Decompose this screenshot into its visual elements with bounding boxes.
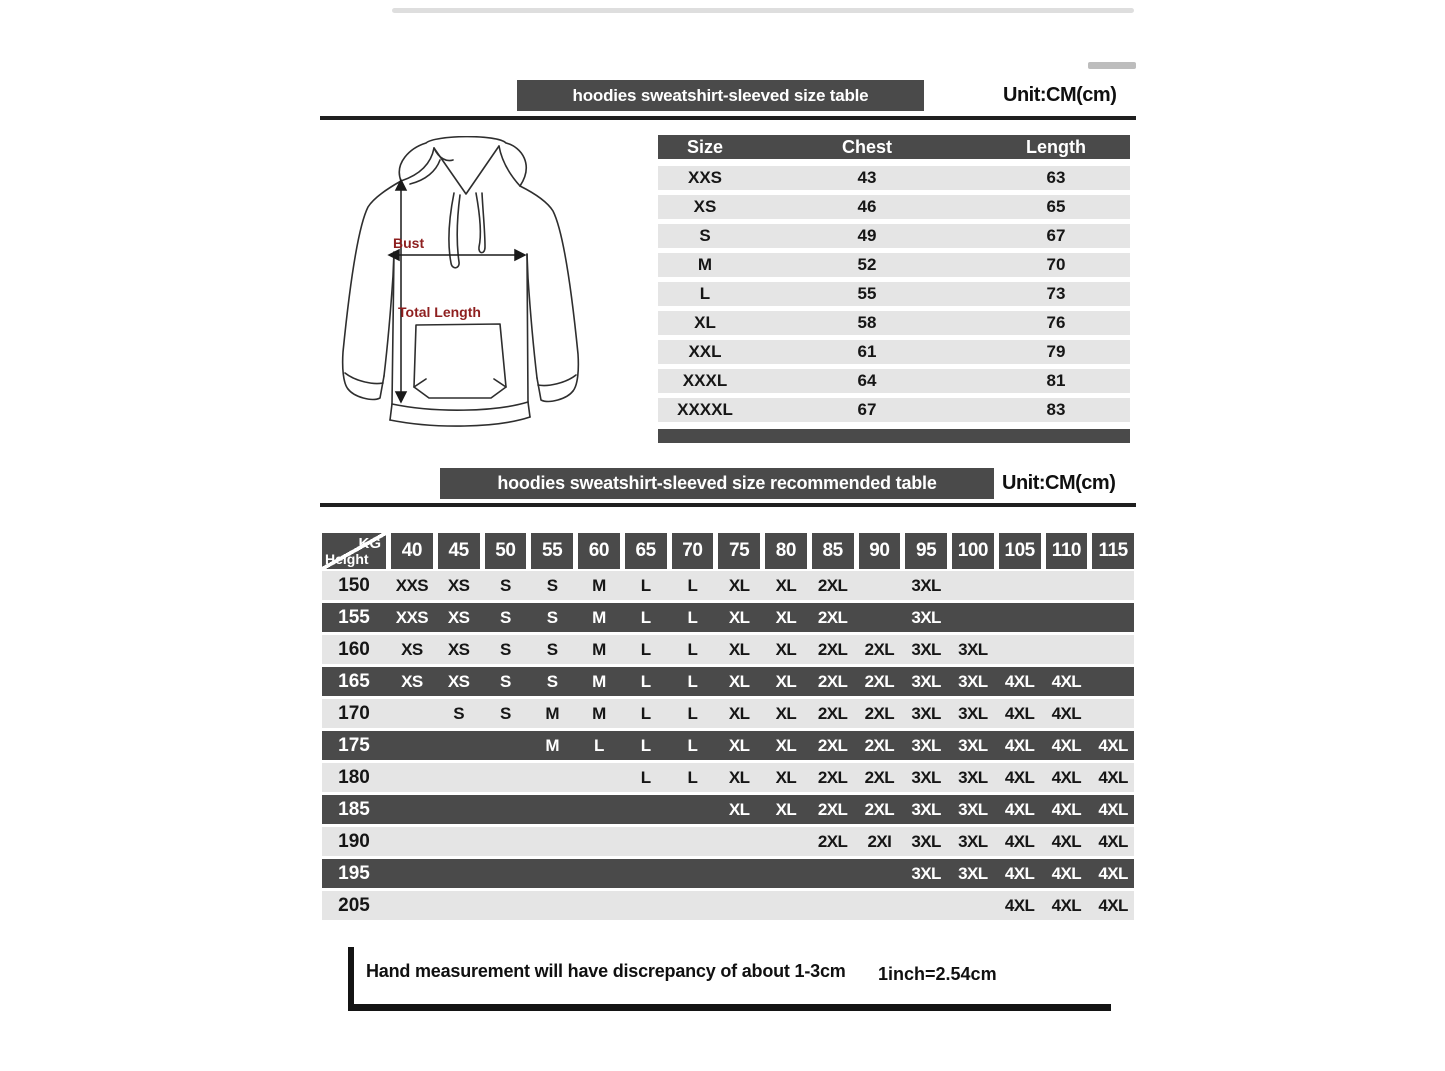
size-cell: XL: [775, 575, 797, 595]
size-cell: 4XL: [1004, 831, 1035, 851]
size-cell: XS: [693, 197, 717, 216]
rec-table-header: [322, 533, 1134, 569]
size-cell: S: [500, 703, 511, 723]
size-cell: 3XL: [958, 831, 988, 851]
size-cell: XXS: [687, 168, 723, 187]
size-cell: XXXXL: [677, 400, 733, 419]
size-cell: XL: [775, 799, 797, 819]
size-cell: 4XL: [1098, 831, 1128, 851]
size-cell: 2XL: [864, 671, 895, 691]
size-cell: 2XL: [864, 799, 895, 819]
size-cell: S: [546, 607, 558, 627]
size-cell: L: [687, 575, 698, 595]
size-cell: 4XL: [1098, 863, 1128, 883]
chest-cell: 61: [857, 342, 877, 361]
size-cell: 4XL: [1098, 895, 1128, 915]
note-bracket-vertical: [348, 947, 354, 1011]
size-cell: 4XL: [1098, 799, 1128, 819]
size-cell: 2XL: [864, 703, 895, 723]
size-cell: 4XL: [1004, 799, 1035, 819]
size-cell: XS: [401, 671, 423, 691]
length-cell: 81: [1046, 371, 1066, 390]
size-cell: XL: [775, 607, 797, 627]
size-cell: XS: [447, 607, 470, 627]
size-cell: 4XL: [1051, 799, 1082, 819]
height-cell: 160: [338, 638, 370, 660]
scan-artifact: [1088, 62, 1136, 69]
size-cell: 3XL: [958, 863, 988, 883]
weight-header-cell: 70: [672, 533, 714, 569]
length-cell: 83: [1046, 400, 1066, 419]
height-cell: 150: [338, 574, 370, 596]
size-table-row: [658, 195, 1130, 219]
size-table-row: [658, 282, 1130, 306]
size-cell: 4XL: [1051, 767, 1082, 787]
inch-conversion-note: 1inch=2.54cm: [878, 964, 997, 984]
size-cell: 2XL: [864, 767, 895, 787]
size-cell: XL: [694, 313, 716, 332]
weight-header-cell: 115: [1092, 533, 1134, 569]
pocket-outline: [414, 324, 506, 398]
size-cell: XL: [775, 703, 797, 723]
size-cell: 2XL: [817, 735, 848, 755]
height-cell: 195: [338, 862, 370, 884]
size-cell: S: [546, 639, 558, 659]
weight-header-cell: 90: [859, 533, 901, 569]
size-cell: M: [697, 255, 713, 274]
size-cell: XL: [728, 607, 750, 627]
chest-cell: 58: [857, 313, 877, 332]
length-cell: 63: [1046, 168, 1066, 187]
size-cell: 2XL: [817, 607, 848, 627]
size-cell: M: [592, 671, 606, 691]
size-cell: 4XL: [1004, 735, 1035, 755]
chest-cell: 64: [857, 371, 877, 390]
height-cell: 185: [338, 798, 370, 820]
rec-table-row: [322, 795, 1134, 824]
size-cell: L: [640, 767, 651, 787]
rec-table-body: [322, 571, 1134, 920]
length-cell: 67: [1046, 226, 1066, 245]
size-cell: M: [545, 703, 559, 723]
size-table-title: hoodies sweatshirt-sleeved size table: [517, 80, 924, 111]
size-cell: 4XL: [1051, 895, 1082, 915]
col-header-chest: Chest: [841, 136, 892, 157]
height-cell: 190: [338, 830, 370, 852]
size-cell: L: [687, 735, 698, 755]
weight-header-cell: 85: [812, 533, 854, 569]
height-cell: 155: [338, 606, 370, 628]
size-cell: 3XL: [958, 703, 988, 723]
size-cell: 3XL: [911, 703, 941, 723]
size-cell: 3XL: [958, 735, 988, 755]
size-cell: XXL: [688, 342, 722, 361]
rec-table-row: [322, 859, 1134, 888]
size-cell: L: [640, 607, 651, 627]
size-cell: S: [546, 575, 558, 595]
size-cell: 2XL: [817, 831, 848, 851]
measurement-note: Hand measurement will have discrepancy of about 1-3cm: [366, 961, 846, 981]
size-cell: 3XL: [911, 639, 941, 659]
size-cell: M: [592, 703, 606, 723]
height-cell: 205: [338, 894, 370, 916]
size-cell: L: [699, 284, 711, 303]
size-table-row: [658, 369, 1130, 393]
size-cell: 3XL: [911, 799, 941, 819]
size-cell: S: [546, 671, 558, 691]
chest-cell: 49: [857, 226, 877, 245]
size-cell: L: [640, 575, 651, 595]
size-cell: 2XL: [817, 703, 848, 723]
length-cell: 65: [1046, 197, 1066, 216]
chest-cell: 67: [857, 400, 877, 419]
size-cell: 3XL: [958, 639, 988, 659]
height-cell: 175: [338, 734, 370, 756]
hoodie-measurement-diagram: [335, 136, 597, 448]
size-cell: L: [640, 735, 651, 755]
rec-table-row: [322, 891, 1134, 920]
size-table-row: [658, 311, 1130, 335]
size-cell: XS: [401, 639, 423, 659]
size-table-row: [658, 224, 1130, 248]
size-table: [658, 135, 1130, 443]
size-table-row: [658, 340, 1130, 364]
size-cell: L: [640, 639, 651, 659]
chest-cell: 52: [857, 255, 877, 274]
length-cell: 70: [1046, 255, 1066, 274]
height-cell: 170: [338, 702, 370, 724]
size-table-header: [658, 135, 1130, 159]
note-bracket-horizontal: [348, 1004, 1111, 1011]
bust-arrow: [389, 250, 525, 260]
size-cell: L: [687, 671, 698, 691]
size-cell: XL: [728, 799, 750, 819]
rec-table-row: [322, 699, 1134, 728]
chest-cell: 43: [857, 168, 877, 187]
size-cell: 4XL: [1051, 703, 1082, 723]
chest-cell: 55: [857, 284, 877, 303]
kg-label: KG: [358, 535, 381, 552]
size-cell: XXS: [395, 607, 428, 627]
size-cell: XS: [447, 671, 470, 691]
size-cell: XL: [728, 575, 750, 595]
divider-line: [320, 116, 1136, 120]
rec-table-row: [322, 635, 1134, 664]
size-cell: 3XL: [911, 863, 941, 883]
size-cell: L: [687, 607, 698, 627]
recommended-table-title: hoodies sweatshirt-sleeved size recommended table: [440, 468, 994, 499]
size-cell: L: [687, 639, 698, 659]
total-length-label: Total Length: [398, 304, 481, 320]
length-cell: 73: [1046, 284, 1066, 303]
divider-line: [320, 503, 1136, 507]
size-cell: L: [687, 767, 698, 787]
drawstring-right: [476, 193, 485, 253]
size-cell: 4XL: [1004, 767, 1035, 787]
size-cell: 4XL: [1051, 831, 1082, 851]
size-cell: XXXL: [682, 371, 728, 390]
size-cell: 3XL: [911, 831, 941, 851]
size-cell: 4XL: [1004, 863, 1035, 883]
weight-header-cell: 55: [531, 533, 573, 569]
size-cell: S: [453, 703, 464, 723]
size-cell: 4XL: [1051, 735, 1082, 755]
size-cell: XL: [728, 767, 750, 787]
size-table-footer-bar: [658, 429, 1130, 443]
size-cell: XL: [775, 639, 797, 659]
weight-header-cell: 100: [952, 533, 994, 569]
recommended-table: [322, 533, 1134, 920]
size-cell: 3XL: [911, 671, 941, 691]
height-cell: 180: [338, 766, 370, 788]
size-cell: 3XL: [958, 799, 988, 819]
size-cell: 3XL: [911, 575, 941, 595]
scan-artifact: [392, 8, 1134, 13]
size-cell: L: [640, 671, 651, 691]
size-cell: XL: [775, 735, 797, 755]
size-cell: 3XL: [911, 607, 941, 627]
size-cell: XL: [775, 671, 797, 691]
length-cell: 79: [1046, 342, 1066, 361]
rec-table-row: [322, 667, 1134, 696]
size-cell: 2XI: [867, 831, 892, 851]
size-cell: XS: [447, 639, 470, 659]
rec-table-row: [322, 763, 1134, 792]
size-cell: S: [500, 575, 511, 595]
hoodie-outline: [343, 137, 579, 426]
size-cell: XS: [447, 575, 470, 595]
size-cell: S: [699, 226, 711, 245]
size-cell: M: [592, 575, 606, 595]
size-table-body: [658, 166, 1130, 422]
size-cell: 4XL: [1098, 735, 1128, 755]
weight-header-cell: 105: [999, 533, 1041, 569]
rec-table-row: [322, 571, 1134, 600]
size-cell: S: [500, 607, 511, 627]
rec-table-row: [322, 603, 1134, 632]
chest-cell: 46: [857, 197, 877, 216]
weight-header-cell: 45: [438, 533, 480, 569]
size-cell: 3XL: [911, 767, 941, 787]
size-cell: XL: [728, 639, 750, 659]
weight-header-cell: 65: [625, 533, 667, 569]
size-cell: 4XL: [1004, 671, 1035, 691]
size-cell: 3XL: [958, 671, 988, 691]
size-table-row: [658, 253, 1130, 277]
weight-header-cell: 40: [391, 533, 433, 569]
size-cell: 2XL: [817, 575, 848, 595]
length-cell: 76: [1046, 313, 1066, 332]
rec-table-row: [322, 731, 1134, 760]
size-cell: 3XL: [911, 735, 941, 755]
size-cell: S: [500, 671, 511, 691]
unit-label-top: Unit:CM(cm): [1003, 84, 1117, 106]
size-cell: 2XL: [817, 639, 848, 659]
size-cell: 4XL: [1051, 863, 1082, 883]
size-cell: XXS: [395, 575, 428, 595]
size-cell: 2XL: [817, 799, 848, 819]
size-cell: XL: [728, 735, 750, 755]
weight-header-cell: 80: [765, 533, 807, 569]
rec-table-row: [322, 827, 1134, 856]
size-cell: 4XL: [1004, 703, 1035, 723]
weight-header-cell: 95: [905, 533, 947, 569]
size-cell: XL: [728, 671, 750, 691]
unit-label-bottom: Unit:CM(cm): [1002, 472, 1116, 494]
col-header-size: Size: [686, 136, 724, 157]
size-cell: 2XL: [817, 671, 848, 691]
size-cell: 3XL: [958, 767, 988, 787]
size-cell: XL: [728, 703, 750, 723]
size-cell: 2XL: [864, 735, 895, 755]
size-cell: M: [592, 639, 606, 659]
weight-header-cell: 75: [718, 533, 760, 569]
height-axis-label: Height: [325, 551, 369, 567]
size-cell: 4XL: [1004, 895, 1035, 915]
size-cell: L: [640, 703, 651, 723]
size-table-row: [658, 398, 1130, 422]
size-cell: M: [592, 607, 606, 627]
size-cell: XL: [775, 767, 797, 787]
weight-header-cell: 60: [578, 533, 620, 569]
size-cell: S: [500, 639, 511, 659]
size-cell: L: [593, 735, 604, 755]
corner-cell: [322, 533, 386, 569]
drawstring-left: [449, 193, 460, 268]
size-cell: 2XL: [864, 639, 895, 659]
height-cell: 165: [338, 670, 370, 692]
bust-label: Bust: [393, 235, 425, 251]
col-header-length: Length: [1026, 136, 1086, 157]
size-cell: L: [687, 703, 698, 723]
weight-header-cell: 50: [485, 533, 527, 569]
size-cell: 4XL: [1098, 767, 1128, 787]
size-cell: 2XL: [817, 767, 848, 787]
size-cell: 4XL: [1051, 671, 1082, 691]
total-length-arrow: [396, 180, 406, 402]
size-table-row: [658, 166, 1130, 190]
weight-header-cell: 110: [1046, 533, 1088, 569]
size-cell: M: [545, 735, 559, 755]
